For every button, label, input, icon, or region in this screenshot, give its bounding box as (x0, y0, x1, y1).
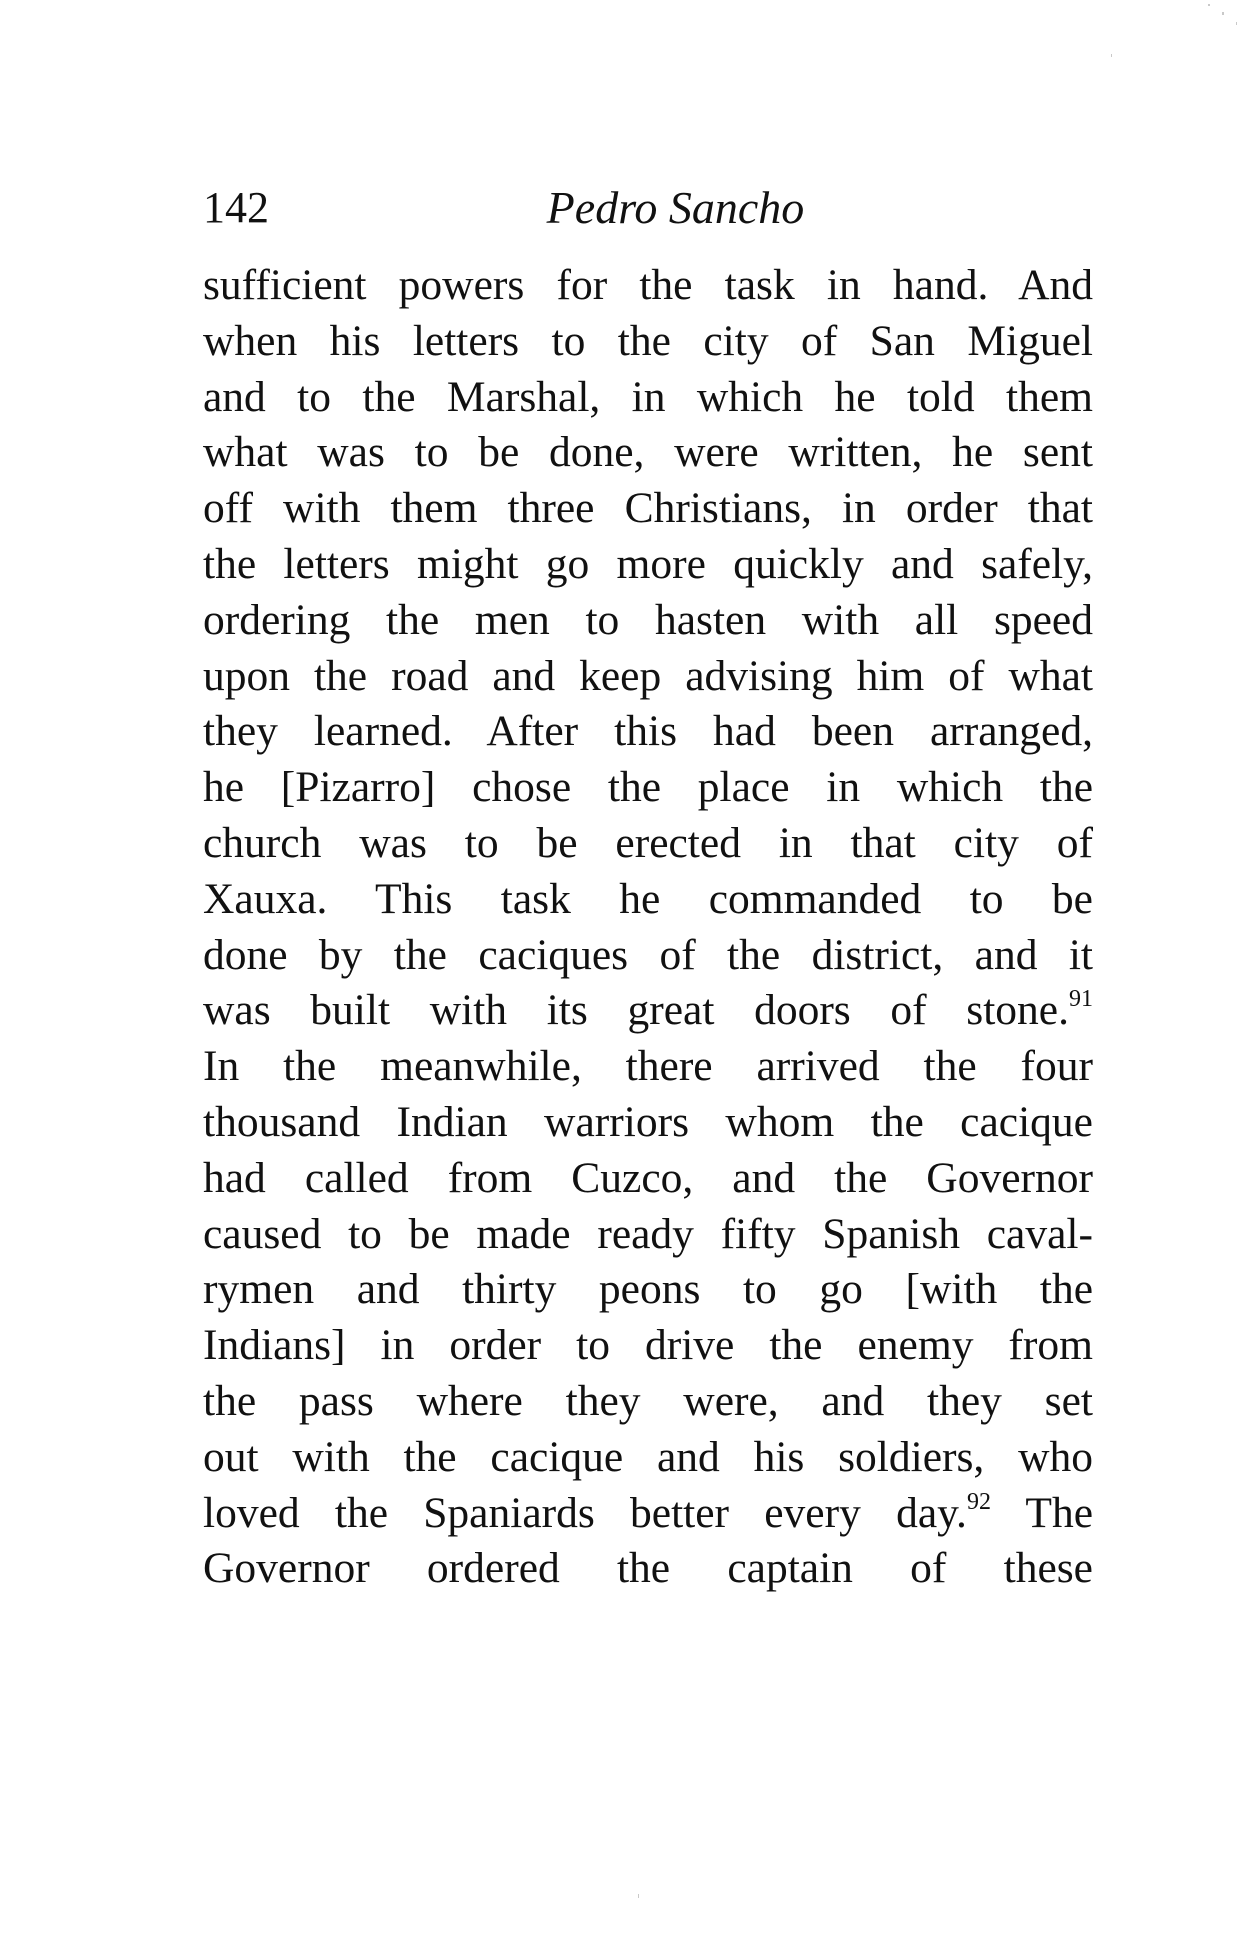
text-line (203, 481, 1093, 537)
text-line (203, 1374, 1093, 1430)
text-line (203, 649, 1093, 705)
line-text: was built with its great doors of stone. (203, 986, 1069, 1035)
text-line (203, 1430, 1093, 1486)
scan-speck (638, 1894, 639, 1898)
line-text: sufficient powers for the task in hand. And (203, 261, 1093, 309)
footnote-marker: 92 (966, 1488, 991, 1515)
line-text: caused to be made ready fifty Spanish caval- (203, 1209, 1093, 1258)
scan-speck (1208, 4, 1210, 6)
page-number: 142 (203, 183, 269, 232)
line-text: Governor ordered the captain of these (203, 1544, 1093, 1593)
line-text: done by the caciques of the district, and it (203, 930, 1093, 979)
text-line (203, 1095, 1093, 1151)
line-text: thousand Indian warriors whom the cacique (203, 1097, 1093, 1146)
text-line (203, 1039, 1093, 1095)
line-text: ordering the men to hasten with all speed (203, 595, 1093, 644)
line-text: church was to be erected in that city of (203, 818, 1093, 867)
text-line (203, 704, 1093, 760)
text-line (203, 1541, 1093, 1597)
text-line (203, 1486, 1093, 1542)
line-text: out with the cacique and his soldiers, who (203, 1432, 1093, 1481)
line-text: rymen and thirty peons to go [with the (203, 1265, 1093, 1314)
line-text: what was to be done, were written, he sent (203, 428, 1093, 477)
line-text: when his letters to the city of San Miguel (203, 316, 1093, 365)
text-line (203, 983, 1093, 1039)
page-header (203, 182, 1093, 242)
line-text: loved the Spaniards better every day. (203, 1488, 967, 1537)
line-text: off with them three Christians, in order that (203, 484, 1093, 533)
text-line (203, 1207, 1093, 1263)
line-text: the letters might go more quickly and safely, (203, 539, 1093, 588)
line-text: had called from Cuzco, and the Governor (203, 1153, 1093, 1202)
line-text: they learned. After this had been arranged, (203, 707, 1093, 756)
scan-speck (1222, 12, 1224, 15)
text-line (203, 314, 1093, 370)
line-text: the pass where they were, and they set (203, 1376, 1093, 1425)
body-text (203, 258, 1093, 1597)
line-text-after: The (990, 1488, 1094, 1537)
line-text: upon the road and keep advising him of what (203, 651, 1093, 700)
text-line (203, 593, 1093, 649)
text-line (203, 760, 1093, 816)
scan-speck (1111, 54, 1112, 57)
footnote-marker: 91 (1069, 986, 1093, 1013)
text-line (203, 1262, 1093, 1318)
text-line (203, 816, 1093, 872)
line-text: In the meanwhile, there arrived the four (203, 1042, 1093, 1091)
line-text: and to the Marshal, in which he told them (203, 372, 1093, 421)
text-line (203, 370, 1093, 426)
scan-speck (1236, 22, 1237, 25)
running-title: Pedro Sancho (546, 182, 805, 233)
text-line (203, 425, 1093, 481)
text-line (203, 258, 1093, 314)
line-text: Xauxa. This task he commanded to be (203, 874, 1093, 923)
line-text: Indians] in order to drive the enemy from (203, 1321, 1093, 1370)
text-line (203, 1318, 1093, 1374)
text-line (203, 1151, 1093, 1207)
line-text: he [Pizarro] chose the place in which the (203, 763, 1093, 812)
text-line (203, 537, 1093, 593)
text-line (203, 872, 1093, 928)
text-line (203, 928, 1093, 984)
